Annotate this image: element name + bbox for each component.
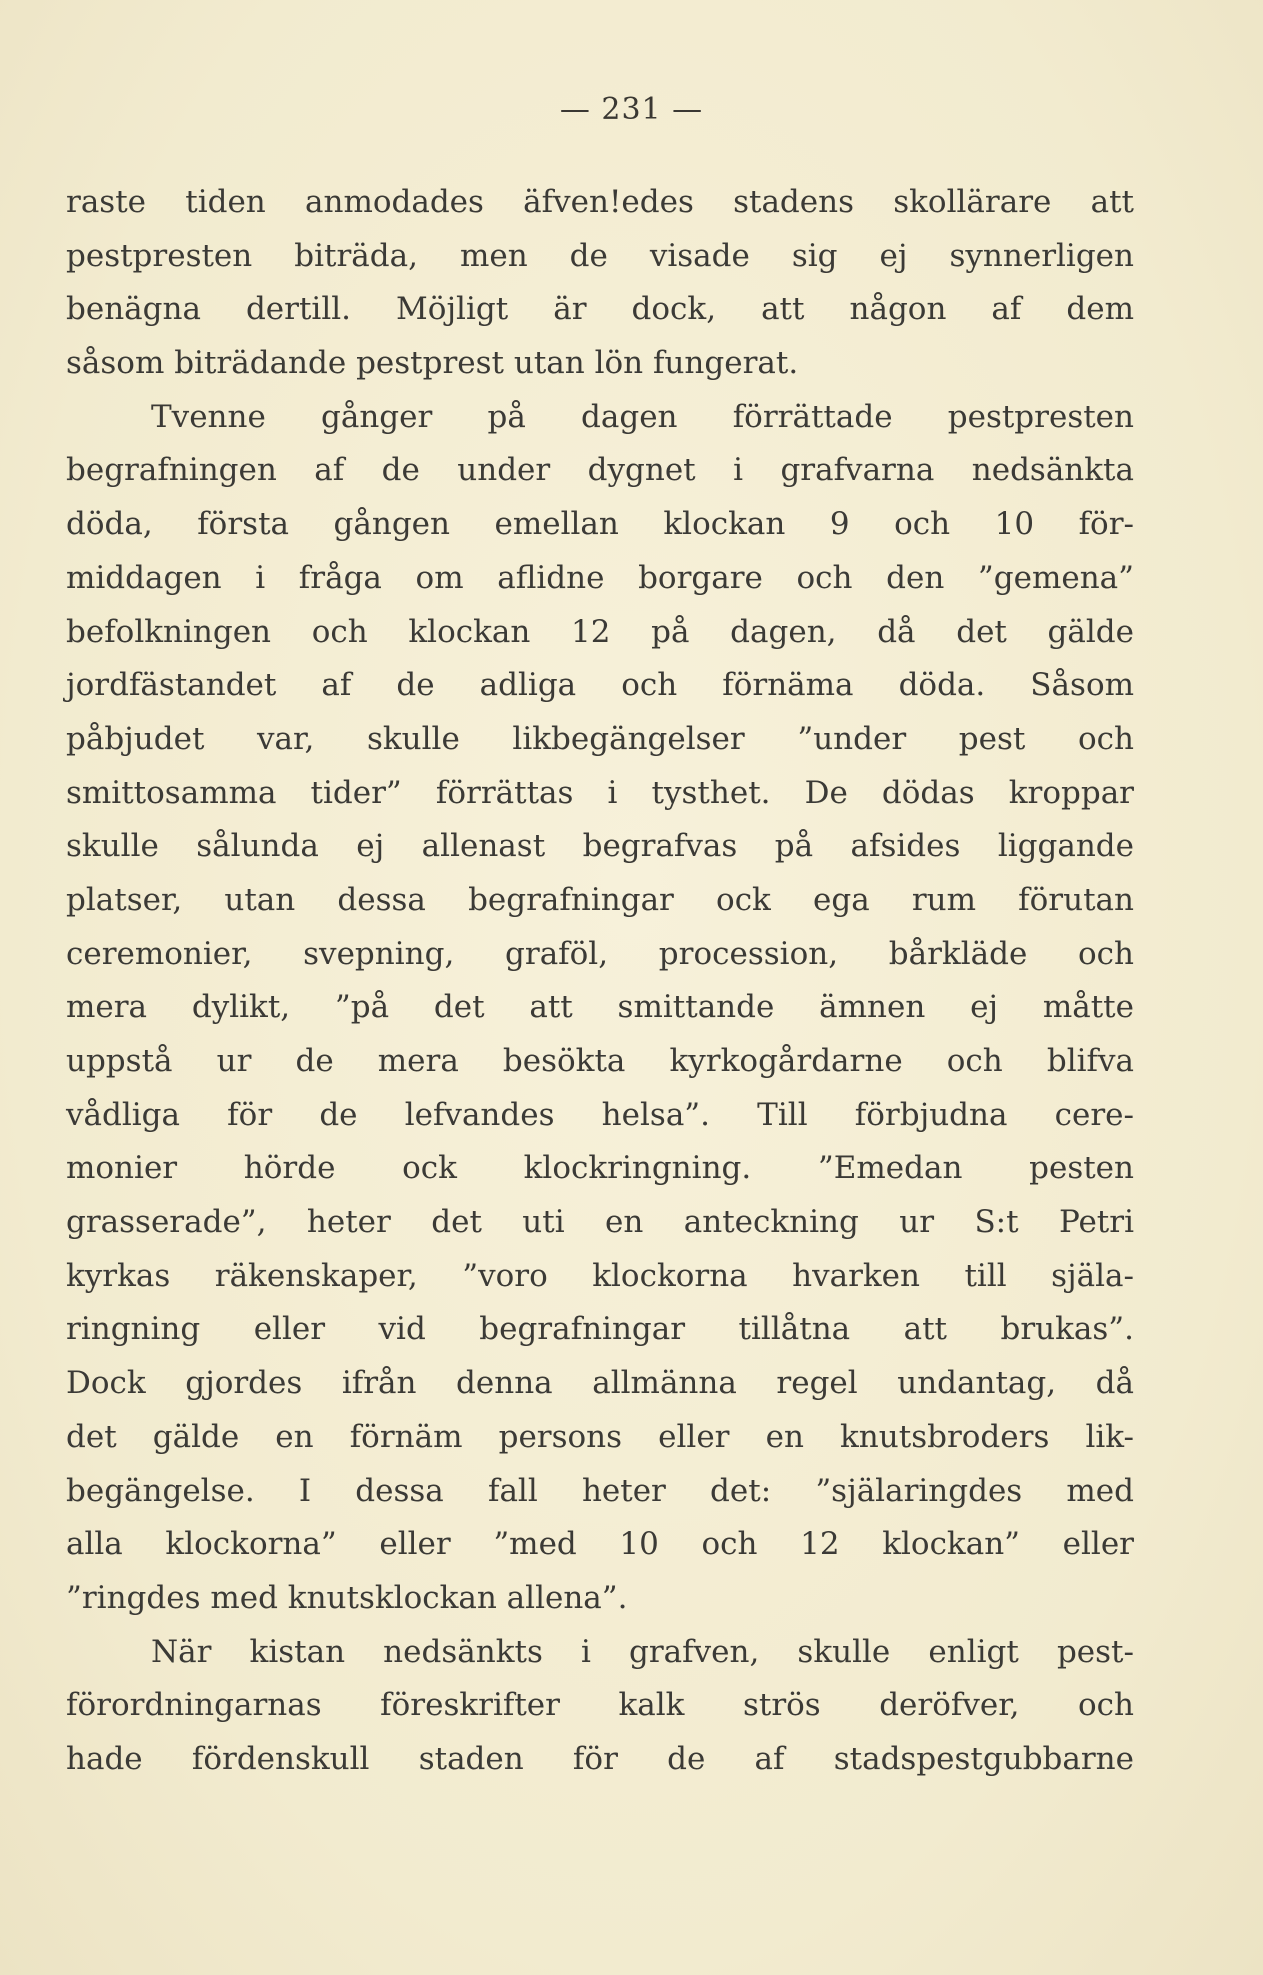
text-line: Dock gjordes ifrån denna allmänna regel undantag, då xyxy=(66,1365,1134,1402)
body-text xyxy=(66,176,1134,1787)
text-line: smittosamma tider” förrättas i tysthet. De dödas kroppar xyxy=(66,774,1134,811)
text-line: påbjudet var, skulle likbegängelser ”under pest och xyxy=(66,720,1134,757)
text-line: uppstå ur de mera besökta kyrkogårdarne och blifva xyxy=(66,1043,1134,1079)
page-number: — 231 — xyxy=(559,92,704,127)
text-line: När kistan nedsänkts i grafven, skulle enligt pest- xyxy=(151,1633,1134,1670)
text-line: vådliga för de lefvandes helsa”. Till förbjudna cere- xyxy=(66,1096,1134,1133)
text-line: begängelse. I dessa fall heter det: ”själaringdes med xyxy=(66,1472,1134,1509)
text-line: begrafningen af de under dygnet i grafvarna nedsänkta xyxy=(66,452,1134,489)
text-line: skulle sålunda ej allenast begrafvas på afsides liggande xyxy=(66,828,1134,865)
text-line: det gälde en förnäm persons eller en knutsbroders lik- xyxy=(66,1418,1134,1455)
text-line: jordfästandet af de adliga och förnäma döda. Såsom xyxy=(66,667,1134,704)
text-line: mera dylikt, ”på det att smittande ämnen ej måtte xyxy=(66,989,1134,1026)
text-line: ceremonier, svepning, graföl, procession, bårkläde och xyxy=(66,935,1134,972)
text-line: förordningarnas föreskrifter kalk strös deröfver, och xyxy=(66,1687,1134,1724)
text-line: kyrkas räkenskaper, ”voro klockorna hvarken till själa- xyxy=(66,1257,1134,1294)
text-line: benägna dertill. Möjligt är dock, att någon af dem xyxy=(66,291,1134,328)
text-line: såsom biträdande pestprest utan lön fungerat. xyxy=(66,345,799,382)
text-line: raste tiden anmodades äfven!edes stadens skollärare att xyxy=(66,184,1134,220)
text-line: grasserade”, heter det uti en anteckning ur S:t Petri xyxy=(66,1204,1134,1241)
text-line: döda, första gången emellan klockan 9 och 10 för- xyxy=(66,506,1134,543)
text-line: pestpresten biträda, men de visade sig ej synnerligen xyxy=(66,237,1134,274)
text-line: monier hörde ock klockringning. ”Emedan pesten xyxy=(66,1150,1134,1187)
text-line: hade fördenskull staden för de af stadspestgubbarne xyxy=(66,1740,1134,1777)
text-line: ringning eller vid begrafningar tillåtna att brukas”. xyxy=(66,1311,1134,1348)
text-line: Tvenne gånger på dagen förrättade pestpresten xyxy=(151,398,1134,435)
text-line: platser, utan dessa begrafningar ock ega rum förutan xyxy=(66,881,1134,918)
text-line: middagen i fråga om aflidne borgare och den ”gemena” xyxy=(66,559,1134,596)
text-line: alla klockorna” eller ”med 10 och 12 klockan” eller xyxy=(66,1526,1134,1563)
text-line: befolkningen och klockan 12 på dagen, då det gälde xyxy=(66,613,1134,650)
text-line: ”ringdes med knutsklockan allena”. xyxy=(66,1579,628,1616)
